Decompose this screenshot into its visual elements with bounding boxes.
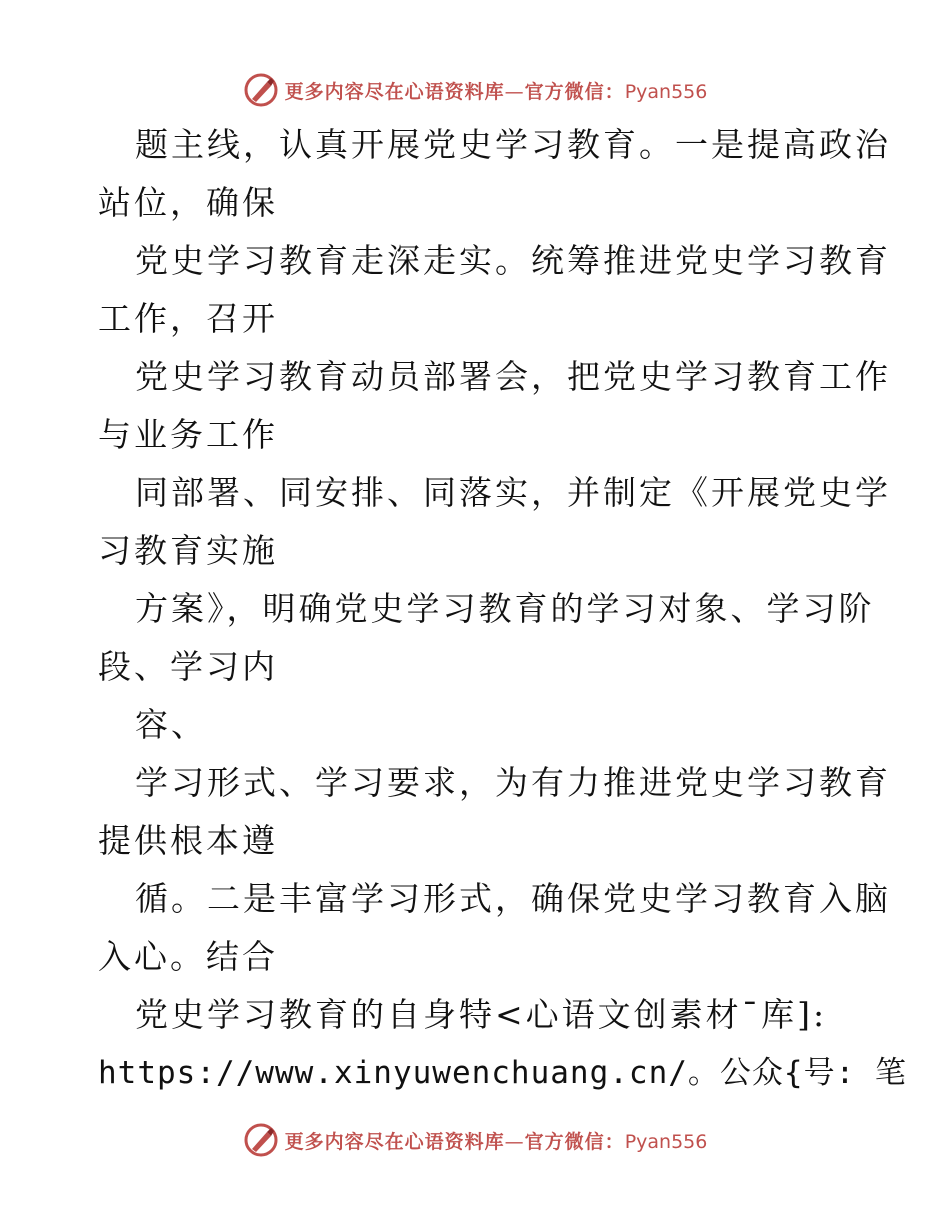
pen-logo-icon <box>243 1122 279 1158</box>
text-line: 同部署、同安排、同落实，并制定《开展党史学 <box>135 473 891 512</box>
header-banner-separator: — <box>504 80 525 103</box>
text-line: 段、学习内 <box>98 647 278 686</box>
text-line: 党史学习教育走深走实。统筹推进党史学习教育 <box>135 241 891 280</box>
header-banner-cn: 更多内容尽在心语资料库 <box>284 80 505 103</box>
document-body <box>98 116 907 1102</box>
header-banner-contact: 官方微信： <box>524 80 625 103</box>
url-line: https://www.xinyuwenchuang.cn/。公众{号: 笔 <box>98 1055 907 1091</box>
footer-banner-cn: 更多内容尽在心语资料库 <box>284 1130 505 1153</box>
header-banner-id: Pyan556 <box>624 80 708 103</box>
text-line: 题主线，认真开展党史学习教育。一是提高政治 <box>135 125 891 164</box>
text-line: 容、 <box>135 705 207 744</box>
text-line: 提供根本遵 <box>98 821 278 860</box>
pen-logo-icon <box>243 72 279 108</box>
footer-banner-contact: 官方微信： <box>524 1130 625 1153</box>
footer-banner <box>0 1120 950 1160</box>
text-line: 方案》，明确党史学习教育的学习对象、学习阶 <box>135 589 875 628</box>
header-banner <box>0 70 950 110</box>
text-line: 站位，确保 <box>98 183 278 222</box>
text-line: 入心。结合 <box>98 937 278 976</box>
text-line: 工作，召开 <box>98 299 278 338</box>
footer-banner-separator: — <box>504 1130 525 1153</box>
text-line: 学习形式、学习要求，为有力推进党史学习教育 <box>135 763 891 802</box>
footer-banner-id: Pyan556 <box>624 1130 708 1153</box>
text-line: 党史学习教育动员部署会，把党史学习教育工作 <box>135 357 891 396</box>
footer-banner-text <box>285 1127 708 1154</box>
text-line: 循。二是丰富学习形式，确保党史学习教育入脑 <box>135 879 891 918</box>
text-line: 习教育实施 <box>98 531 278 570</box>
text-line: 与业务工作 <box>98 415 278 454</box>
text-line: 党史学习教育的自身特<心语文创素材¯库]: <box>135 995 828 1034</box>
header-banner-text <box>285 77 708 104</box>
